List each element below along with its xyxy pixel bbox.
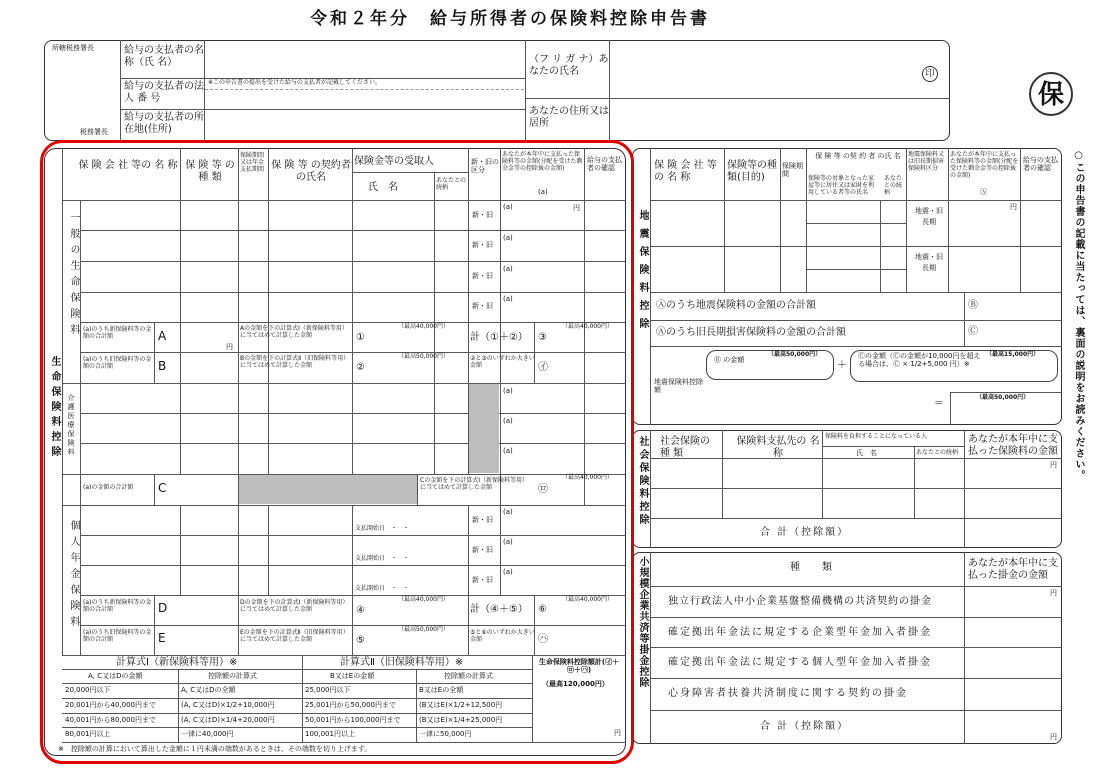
pension-row1-amount-mark: (a) [503, 508, 513, 516]
formula2-head-a: B又はEの金額 [330, 672, 375, 680]
small-section-label: 小規模企業共済等掛金控除 [637, 556, 648, 688]
life-col-confirm: 給与の支払者の確認 [587, 156, 622, 173]
calc-D-label: Dの金額を下の計算式Ⅰ（新保険料等用）に当てはめて計算した金額 [240, 599, 349, 613]
life-col-type: 保 険 等 の種 類 [185, 160, 235, 183]
equals-sign: ＝ [934, 398, 944, 409]
payer-number-field[interactable] [205, 89, 524, 108]
f1-r2-a: 20,001円から40,000円まで [65, 701, 156, 709]
furigana-label: （フ リ ガ ナ）あなたの氏名 [529, 54, 609, 77]
pension-new-total-label: (a)のうち新保険料等の金額の合計額 [83, 599, 152, 613]
max-40k-6: （最高40,000円） [562, 596, 613, 603]
quake-row1-yen: 円 [1010, 203, 1017, 211]
quake-col-type: 保険等の種類(目的) [727, 160, 777, 183]
circle-1: ① [356, 332, 365, 343]
quake-max-50k: （最高50,000円） [768, 351, 822, 358]
general-row1-newold[interactable]: 新・旧 [472, 211, 493, 219]
quake-col-target: 保険等の対象となった家屋等に居住又は家財を利用している者等の氏名 [808, 175, 875, 196]
your-address-field[interactable] [610, 99, 949, 140]
f2-r3-b: (B又はE)×1/4+25,000円 [419, 716, 503, 724]
care-row1-amount-mark: (a) [503, 387, 513, 395]
small-col-kind: 種 類 [790, 562, 838, 573]
formula1-head-a: A, C又はDの金額 [88, 672, 143, 680]
circle-2: ② [356, 362, 365, 373]
calc-B-label: Bの金額を下の計算式Ⅱ（旧保険料等用）に当てはめて計算した金額 [240, 355, 350, 369]
general-new-total-label: (a)のうち新保険料等の金額の合計額 [83, 326, 152, 340]
social-col-name: 氏 名 [856, 449, 877, 457]
life-col-paid-mark: (a) [538, 188, 548, 196]
larger-56-label: ⑤と⑥のいずれか大きい金額 [470, 629, 535, 643]
tax-office-suffix: 税務署長 [80, 128, 108, 136]
mark-B: B [158, 359, 167, 373]
f1-r4-a: 80,001円以上 [65, 730, 111, 738]
small-row-3: 確定拠出年金法に規定する個人型年金加入者掛金 [668, 657, 932, 668]
quake-col-period: 保険期間 [782, 162, 803, 179]
tax-office-label: 所轄税務署長 [52, 44, 94, 52]
small-total-label: 合 計（控除額） [760, 721, 850, 732]
quake-result-max: （最高50,000円） [976, 394, 1030, 401]
social-col-payee: 保険料支払先の 名 称 [736, 436, 820, 459]
pension-row2-amount-mark: (a) [503, 538, 513, 546]
pension-row2-newold[interactable]: 新・旧 [472, 546, 493, 554]
social-col-type: 社会保険の 種 類 [660, 436, 710, 459]
pension-label: 個人年金保険料 [68, 520, 79, 632]
calc-C-label: Cの金額を下の計算式Ⅰ（新保険料等用）に当てはめて計算した金額 [420, 477, 528, 491]
mark-D: D [158, 601, 168, 615]
f2-r1-b: B又はEの全額 [419, 686, 464, 694]
max-40k-1: （最高40,000円） [398, 323, 449, 330]
quake-col-confirm: 給与の支払者の確認 [1023, 156, 1058, 173]
f2-r1-a: 25,000円以下 [305, 686, 351, 694]
plus-sign: ＋ [837, 360, 847, 371]
circle-i: ㋑ [538, 362, 548, 373]
circle-ro: ㋺ [538, 484, 548, 495]
small-row-4: 心身障害者扶養共済制度に関する契約の掛金 [668, 688, 908, 699]
general-row1-amount-mark: (a) [503, 203, 513, 211]
calc-footnote: ※ 控除額の計算において算出した金額に１円未満の端数があるときは、その端数を切り上げます。 [58, 745, 372, 753]
f2-r2-b: (B又はE)×1/2+12,500円 [419, 701, 503, 709]
max-50k-5: （最高50,000円） [398, 626, 449, 633]
circle-5: ⑤ [356, 635, 365, 646]
life-col-receiver: 保険金等の受取人 [354, 156, 434, 167]
general-row1-yen: 円 [573, 204, 580, 212]
quake-row2-kind[interactable]: 地震・旧長期 [915, 253, 943, 272]
max-40k-4: （最高40,000円） [398, 596, 449, 603]
life-deduction-yen: 円 [614, 729, 621, 737]
pension-row3-amount-mark: (a) [503, 568, 513, 576]
small-row-1: 独立行政法人中小企業基盤整備機構の共済契約の掛金 [668, 596, 932, 607]
life-col-relation: あなたとの続柄 [436, 177, 467, 191]
life-col-contractor: 保 険 等 の契約者の氏名 [271, 160, 351, 183]
f2-r3-a: 50,001円から100,000円まで [305, 716, 401, 724]
f2-r4-b: 一律に50,000円 [419, 730, 472, 738]
small-total-yen: 円 [1050, 733, 1057, 741]
pension-row1-newold[interactable]: 新・旧 [472, 516, 493, 524]
payer-address-label: 給与の支払者の所在地(住所) [124, 112, 204, 135]
general-old-total-label: (a)のうち旧保険料等の金額の合計額 [83, 356, 152, 370]
mark-E: E [158, 631, 166, 645]
calc-E-label: Eの金額を下の計算式Ⅱ（旧保険料等用）に当てはめて計算した金額 [240, 629, 349, 643]
payer-number-note: ※この申告書の提出を受けた給与の支払者が記載してください。 [208, 79, 382, 86]
social-yen: 円 [1050, 461, 1057, 469]
general-row3-amount-mark: (a) [503, 265, 513, 273]
your-name-field[interactable] [610, 41, 949, 97]
side-instruction: ○この申告書の記載に当たっては、裏面の説明をお読みください。 [1073, 150, 1084, 481]
quake-b-amount-label: Ⓑ の金額 [714, 356, 745, 364]
life-col-receiver-name: 氏 名 [368, 182, 398, 193]
quake-col-contractor: 保 険 等 の契 約 者 の氏 名 [815, 152, 901, 160]
calc-A-label: Aの金額を下の計算式Ⅰ（新保険料等用）に当てはめて計算した金額 [240, 325, 348, 339]
form-category-badge: 保 [1029, 72, 1073, 116]
sum-12-label: 計（①＋②） [470, 332, 528, 343]
f1-r4-b: 一律に40,000円 [181, 730, 234, 738]
f2-r2-a: 25,001円から50,000円まで [305, 701, 396, 709]
social-col-paid: あなたが本年中に支払った保険料の金額 [968, 434, 1058, 457]
your-address-label: あなたの住所又は居所 [529, 106, 609, 129]
formula2-head-b: 控除額の計算式 [444, 672, 493, 680]
f2-r4-a: 100,001円以上 [305, 730, 355, 738]
quake-c-amount-label: Ⓒの金額（Ⓒの金額が10,000円を超える場合は、Ⓒ × 1/2+5,000 円）※ [858, 352, 981, 369]
small-col-paid: あなたが本年中に支払った掛金の金額 [968, 558, 1058, 581]
small-yen: 円 [1050, 589, 1057, 597]
general-row4-amount-mark: (a) [503, 295, 513, 303]
pension-start-2: 支払開始日 ・ ・ [355, 555, 410, 562]
circle-6: ⑥ [538, 604, 547, 615]
life-col-company: 保 険 会 社 等の 名 称 [78, 160, 178, 171]
pension-start-3: 支払開始日 ・ ・ [355, 585, 410, 592]
pension-row3-newold[interactable]: 新・旧 [472, 576, 493, 584]
quake-section-label: 地震保険料控除 [637, 210, 648, 336]
yen-A: 円 [226, 343, 233, 351]
payer-address-field[interactable] [205, 110, 524, 140]
sum-45-label: 計（④＋⑤） [470, 604, 528, 615]
mark-C: C [158, 481, 167, 495]
payer-name-field[interactable] [205, 41, 524, 77]
life-deduction-total-label: 生命保険料控除額計(㋑＋㋺＋㋩) [538, 658, 620, 675]
circle-3: ③ [538, 332, 547, 343]
care-label: 介護医療保険料 [67, 394, 75, 457]
small-row-2: 確定拠出年金法に規定する企業型年金加入者掛金 [668, 627, 932, 638]
quake-col-kind: 地震保険料又は旧長期損害保険料区分 [908, 151, 945, 172]
circle-ha: ㋩ [538, 634, 548, 645]
formula2-title: 計算式Ⅱ（旧保険料等用）※ [340, 657, 464, 668]
general-row2-newold[interactable]: 新・旧 [472, 241, 493, 249]
quake-col-paid: あなたが本年中に支払った保険料等の金額(分配を受けた剰余金等の控除後の金額) [950, 151, 1019, 179]
social-col-relation: あなたとの続柄 [916, 449, 959, 456]
quake-max-15k: （最高15,000円） [986, 351, 1040, 358]
max-40k-3: （最高40,000円） [562, 323, 613, 330]
seal-mark: 印 [922, 66, 938, 82]
highlight-frame [40, 140, 634, 764]
circle-4: ④ [356, 605, 365, 616]
f1-r1-b: A, C又はDの全額 [181, 686, 236, 694]
quake-row1-kind[interactable]: 地震・旧長期 [915, 207, 943, 226]
social-total-label: 合 計（控除額） [760, 527, 850, 538]
social-col-bearer: 保険料を負担することになっている人 [825, 433, 928, 440]
quake-col-paid-mark: Ⓐ [980, 188, 987, 196]
quake-col-company: 保 険 会 社 等の 名 称 [654, 160, 717, 183]
life-col-newold: 新・旧の区分 [471, 158, 499, 175]
f1-r2-b: (A, C又はD)×1/2+10,000円 [181, 701, 275, 709]
general-life-label: 一般の生命保険料 [68, 212, 79, 340]
life-deduction-max: （最高120,000円） [542, 680, 609, 688]
life-section-label: 生命保険料控除 [49, 356, 60, 461]
quake-col-relation: あなたとの続柄 [884, 175, 903, 196]
formula1-title: 計算式Ⅰ（新保険料等用）※ [116, 657, 238, 668]
mark-C-circle: Ⓒ [968, 326, 978, 337]
care-total-label: (a)の金額の合計額 [83, 484, 134, 491]
life-col-paid: あなたが本年中に支払った保険料等の金額(分配を受けた剰余金等の控除後の金額) [502, 151, 583, 172]
care-row3-amount-mark: (a) [503, 447, 513, 455]
larger-23-label: ②と③のいずれか大きい金額 [470, 355, 535, 369]
general-row4-newold[interactable]: 新・旧 [472, 302, 493, 310]
pension-start-1: 支払開始日 ・ ・ [355, 525, 410, 532]
general-row3-newold[interactable]: 新・旧 [472, 272, 493, 280]
payer-number-label: 給与の支払者の法 人 番 号 [124, 81, 204, 104]
payer-name-label: 給与の支払者の名 称（氏 名） [124, 45, 204, 68]
quake-sum-label: Ⓐのうち地震保険料の金額の合計額 [656, 300, 816, 311]
form-title: 令和２年分 給与所得者の保険料控除申告書 [310, 9, 710, 29]
mark-A: A [158, 329, 167, 343]
f1-r3-a: 40,001円から80,000円まで [65, 716, 156, 724]
formula1-head-b: 控除額の計算式 [208, 672, 257, 680]
f1-r3-b: (A, C又はD)×1/4+20,000円 [181, 716, 275, 724]
max-40k-ro: （最高40,000円） [562, 474, 613, 481]
care-row2-amount-mark: (a) [503, 417, 513, 425]
general-row2-amount-mark: (a) [503, 234, 513, 242]
social-section-label: 社会保険料控除 [637, 436, 648, 527]
mark-B-circle: Ⓑ [968, 300, 978, 311]
max-50k-2: （最高50,000円） [398, 353, 449, 360]
quake-deduct-label: 地震保険料控除額 [654, 378, 703, 395]
quake-old-sum-label: Ⓐのうち旧長期損害保険料の金額の合計額 [656, 327, 846, 338]
life-col-period: 保険期間又は年金支払期間 [240, 152, 265, 173]
f1-r1-a: 20,000円以下 [65, 686, 111, 694]
pension-old-total-label: (a)のうち旧保険料等の金額の合計額 [83, 629, 152, 643]
